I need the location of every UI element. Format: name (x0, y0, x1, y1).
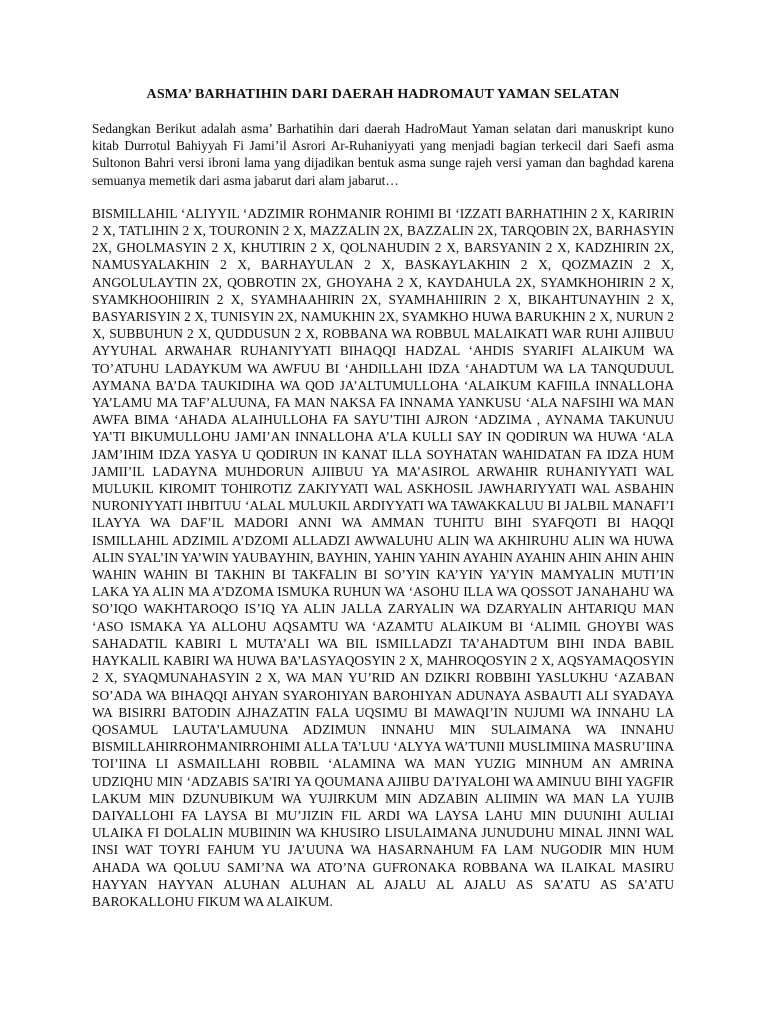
incantation-paragraph: BISMILLAHIL ‘ALIYYIL ‘ADZIMIR ROHMANIR ROHIMI BI ‘IZZATI BARHATIHIN 2 X, KARIRIN 2 X, TATLIHIN 2 X, TOURONIN 2 X, MAZZALIN 2X, BAZZALIN 2X, TARQOBIN 2X, BARHASYIN 2X, GHOLMASYIN 2 X, KHUTIRIN 2 X, QOLNAHUDIN 2 X, BARSYANIN 2 X, KADZHIRIN 2X, NAMUSYALAKHIN 2 X, BARHAYULAN 2 X, BASKAYLAKHIN 2 X, QOZMAZIN 2 X, ANGOLULAYTIN 2X, QOBROTIN 2X, GHOYAHA 2 X, KAYDAHULA 2X, SYAMKHOHIRIN 2 X, SYAMKHOOHIIRIN 2 X, SYAMHAAHIRIN 2X, SYAMHAHIIRIN 2 X, BIKAHTUNAYHIN 2 X, BASYARISYIN 2 X, TUNISYIN 2X, NAMUKHIN 2X, SYAMKHO HUWA BARUKHIN 2 X, NURUN 2 X, SUBBUHUN 2 X, QUDDUSUN 2 X, ROBBANA WA ROBBUL MALAIKATI WAR RUHI AJIIBUU AYYUHAL ARWAHAR RUHANIYYATI BIHAQQI HADZAL ‘AHDIS SYARIFI ALAIKUM WA TO’ATUHU LADAYKUM WA AWFUU BI ‘AHDILLAHI IDZA ‘AHADTUM WA LA TANQUDUUL AYMANA BA’DA TAUKIDIHA WA QOD JA’ALTUMULLOHA ‘ALAIKUM KAFIILA INNALLOHA YA’LAMU MA TAF’ALUUNA, FA MAN NAKSA FA INNAMA YANKUSU ‘ALA NAFSIHI WA MAN AWFA BIMA ‘AHADA ALAIHULLOHA FA SAYU’TIHI AJRON ‘ADZIMA , AYNAMA TAKUNUU YA’TI BIKUMULLOHU JAMI’AN INNALLOHA A’LA KULLI SAY IN QODIRUN WA HUWA ‘ALA JAM’IHIM IDZA YASYA U QODIRUN IN KANAT ILLA SOYHATAN WAHIDATAN FA IDZA HUM JAMII’IL LADAYNA MUHDORUN AJIIBUU YA MA’ASIROL ARWAHIR RUHANIYYATI WAL MULUKIL KIROMIT TOHIROTIZ ZAKIYYATI WAL ASKHOSIL JAWHARIYYATI WAL ASBAHIN NURONIYYATI IHBITUU ‘ALAL MULUKIL ARDIYYATI WA TAWAKKALUU BI JALBIL MANAFI’I ILAYYA WA DAF’IL MADORI ANNI WA AMMAN TUHITU BIHI SYAFQOTI BI HAQQI ISMILLAHIL ADZIMIL A’DZOMI ALLADZI AWWALUHU ALIN WA AKHIRUHU ALIN WA HUWA ALIN SYAL’IN YA’WIN YAUBAYHIN, BAYHIN, YAHIN YAHIN AYAHIN AYAHIN AHIN AHIN AHIN WAHIN WAHIN BI TAKHIN BI TAKFALIN BI SO’YIN KA’YIN YA’YIN MAMYALIN MUTI’IN LAKA YA ALIN MA A’DZOMA ISMUKA RUHUN WA ‘ASOHU ILLA WA QOSSOT JANAHAHU WA SO’IQO WAKHTAROQO IS’IQ YA ALIN JALLA ZARYALIN WA DZARYALIN AHTARIQU MAN ‘ASO ISMAKA YA ALLOHU AQSAMTU WA ‘AZAMTU ALAIKUM BI ‘ALIMIL GHOYBI WAS SAHADATIL KABIRI L MUTA’ALI WA BIL ISMILLADZI TA’AHADTUM BIHI INDA BABIL HAYKALIL KABIRI WA HUWA BA’LASYAQOSYIN 2 X, MAHROQOSYIN 2 X, AQSYAMAQOSYIN 2 X, SYAQMUNAHASYIN 2 X, WA MAN YU’RID AN DZIKRI ROBBIHI YASLUKHU ‘AZABAN SO’ADA WA BIHAQQI AHYAN SYAROHIYAN BAROHIYAN ADUNAYA ASBAUTI ALI SYADAYA WA BISIRRI BATODIN AJHAZATIN FALA UQSIMU BI MAWAQI’IN NUJUMI WA INNAHU LA QOSAMUL LAUTA’LAMUUNA ADZIMUN INNAHU MIN SULAIMANA WA INNAHU BISMILLAHIRROHMANIRROHIMI ALLA TA’LUU ‘ALYYA WA’TUNII MUSLIMIINA MASRU’IINA TOI’IINA LI ASMAILLAHI ROBBIL ‘ALAMINA WA MAN YUZIG MINHUM AN AMRINA UDZIQHU MIN ‘ADZABIS SA’IRI YA QOUMANA AJIIBU DA’IYALOHI WA AMINUU BIHI YAGFIR LAKUM MIN DZUNUBIKUM WA YUJIRKUM MIN ADZABIN ALIIMIN WA MAN LA YUJIB DAIYALLOHI FA LAYSA BI MU’JIZIN FIL ARDI WA LAYSA LAHU MIN DUUNIHI AULIAI ULAIKA FI DOLALIN MUBIININ WA KHUSIRO LISULAIMANA JUNUDUHU MINAL JINNI WAL INSI WAT TOYRI FAHUM YU JA’UUNA WA HASARNAHUM FA LAM NUGODIR MIN HUM AHADA WA QOLUU SAMI’NA WA ATO’NA GUFRONAKA ROBBANA WA ILAIKAL MASIRU HAYYAN HAYYAN ALUHAN ALUHAN AL AJALU AL AJALU AS SA’ATU AS SA’ATU BAROKALLOHU FIKUM WA ALAIKUM. (92, 205, 674, 909)
document-title: ASMA’ BARHATIHIN DARI DAERAH HADROMAUT YAMAN SELATAN (146, 87, 620, 102)
intro-paragraph: Sedangkan Berikut adalah asma’ Barhatihin dari daerah HadroMaut Yaman selatan dari manuskript kuno kitab Durrotul Bahiyyah Fi Jami’il Asrori Ar-Ruhaniyyati yang menjadi bagian terkecil dari Saefi asma Sultonon Bahri versi ibroni lama yang dijadikan bentuk asma sunge rajeh versi yaman dan baghdad karena semuanya memetik dari asma jabarut dari alam jabarut… (92, 121, 674, 188)
document-page (92, 86, 674, 910)
